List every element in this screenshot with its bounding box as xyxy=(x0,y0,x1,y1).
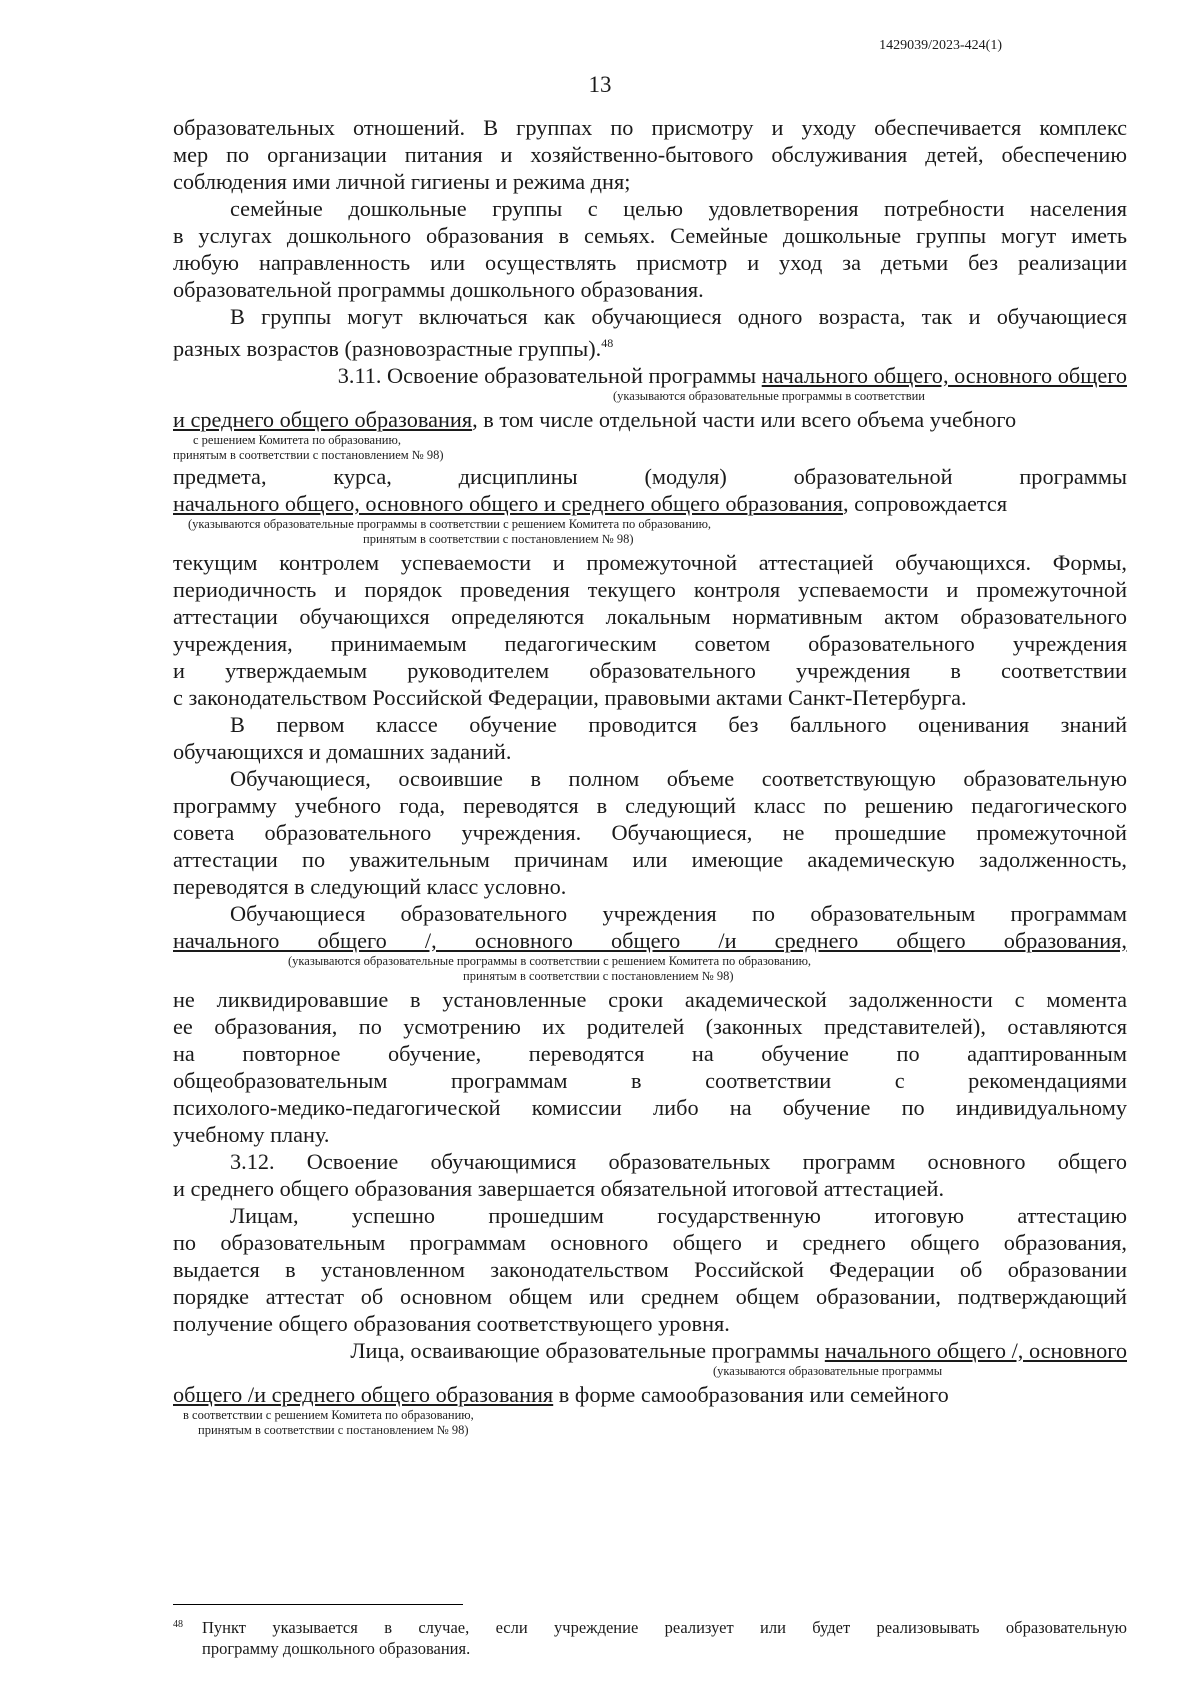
fill-in-hint: (указываются образовательные программы xyxy=(713,1364,943,1378)
text-line: учебному плану. xyxy=(173,1122,330,1147)
text-line: 3.12. Освоение обучающимися образовательных программ основного общего xyxy=(230,1149,1127,1174)
program-blank: начального общего, основного общего xyxy=(761,363,1127,388)
fill-in-hint: принятым в соответствии с постановлением № 98) xyxy=(198,1423,469,1437)
text-line: В первом классе обучение проводится без балльного оценивания знаний xyxy=(230,712,1127,737)
footnote xyxy=(173,1617,1127,1659)
text-fragment: Лица, осваивающие образовательные программы xyxy=(350,1338,825,1363)
footnote-separator xyxy=(173,1604,463,1605)
text-line: мер по организации питания и хозяйственно-бытового обслуживания детей, обеспечению xyxy=(173,142,1127,167)
text-line: образовательных отношений. В группах по присмотру и уходу обеспечивается комплекс xyxy=(173,115,1127,140)
text-line: переводятся в следующий класс условно. xyxy=(173,874,567,899)
clause-number-text: 3.11. Освоение образовательной программы xyxy=(337,363,762,388)
text-line: любую направленность или осуществлять присмотр и уход за детьми без реализации xyxy=(173,250,1127,275)
text-line: выдается в установленном законодательством Российской Федерации об образовании xyxy=(173,1257,1127,1282)
fill-in-hint: принятым в соответствии с постановлением № 98) xyxy=(173,448,444,462)
text-line xyxy=(173,1381,1127,1408)
footnote-mark: 48 xyxy=(173,1619,183,1630)
text-line: периодичность и порядок проведения текущего контроля успеваемости и промежуточной xyxy=(173,577,1127,602)
document-body xyxy=(173,114,1127,1438)
text-fragment: , в том числе отдельной части или всего объема учебного xyxy=(472,407,1017,432)
text-line: образовательной программы дошкольного образования. xyxy=(173,277,704,302)
text-line: программу учебного года, переводятся в следующий класс по решению педагогического xyxy=(173,793,1127,818)
footnote-reference: 48 xyxy=(601,336,614,350)
text-line: обучающихся и домашних заданий. xyxy=(173,739,512,764)
fill-in-hint: (указываются образовательные программы в соответствии с решением Комитета по образованию, xyxy=(188,517,712,531)
text-line: порядке аттестат об основном общем или среднем общем образовании, подтверждающий xyxy=(173,1284,1127,1309)
text-line: В группы могут включаться как обучающиеся одного возраста, так и обучающиеся xyxy=(230,304,1127,329)
text-fragment: , сопровождается xyxy=(842,491,1008,516)
document-number: 1429039/2023-424(1) xyxy=(879,38,1002,53)
text-line xyxy=(173,330,1127,362)
text-line: совета образовательного учреждения. Обучающиеся, не прошедшие промежуточной xyxy=(173,820,1127,845)
text-line: получение общего образования соответствующего уровня. xyxy=(173,1311,730,1336)
text-line: Лицам, успешно прошедшим государственную итоговую аттестацию xyxy=(230,1203,1127,1228)
fill-in-hint: принятым в соответствии с постановлением № 98) xyxy=(363,532,634,546)
text-line: психолого-медико-педагогической комиссии либо на обучение по индивидуальному xyxy=(173,1095,1127,1120)
page-number: 13 xyxy=(588,72,612,97)
footnote-line: Пункт указывается в случае, если учреждение реализует или будет реализовывать образовательную xyxy=(202,1618,1127,1637)
text-line: и среднего общего образования завершается обязательной итоговой аттестацией. xyxy=(173,1176,945,1201)
text-line: общеобразовательным программам в соответствии с рекомендациями xyxy=(173,1068,1127,1093)
fill-in-hint: (указываются образовательные программы в соответствии с решением Комитета по образованию, xyxy=(288,954,812,968)
text-fragment: разных возрастов (разновозрастные группы). xyxy=(173,336,602,361)
fill-in-hint: (указываются образовательные программы в соответствии xyxy=(613,389,925,403)
text-line: соблюдения ими личной гигиены и режима дня; xyxy=(173,169,631,194)
text-line xyxy=(173,406,1127,433)
program-blank: начального общего /, основного общего /и среднего общего образования, xyxy=(173,928,1127,953)
text-line: Обучающиеся, освоившие в полном объеме соответствующую образовательную xyxy=(230,766,1127,791)
text-line: и утверждаемым руководителем образовательного учреждения в соответствии xyxy=(173,658,1127,683)
program-blank: начального общего, основного общего и среднего общего образования xyxy=(173,491,843,516)
text-line xyxy=(173,362,1127,389)
program-blank: начального общего /, основного xyxy=(824,1338,1127,1363)
text-line: учреждения, принимаемым педагогическим советом образовательного учреждения xyxy=(173,631,1127,656)
text-line: с законодательством Российской Федерации, правовыми актами Санкт-Петербурга. xyxy=(173,685,967,710)
text-line: Обучающиеся образовательного учреждения по образовательным программам xyxy=(230,901,1127,926)
text-line: ее образования, по усмотрению их родителей (законных представителей), оставляются xyxy=(173,1014,1127,1039)
fill-in-hint: в соответствии с решением Комитета по образованию, xyxy=(183,1408,474,1422)
text-line: аттестации по уважительным причинам или имеющие академическую задолженность, xyxy=(173,847,1127,872)
text-line xyxy=(173,1337,1127,1364)
program-blank: общего /и среднего общего образования xyxy=(173,1382,554,1407)
text-line: предмета, курса, дисциплины (модуля) образовательной программы xyxy=(173,464,1127,489)
program-blank: и среднего общего образования xyxy=(173,407,473,432)
text-line: семейные дошкольные группы с целью удовлетворения потребности населения xyxy=(230,196,1127,221)
text-line: не ликвидировавшие в установленные сроки академической задолженности с момента xyxy=(173,987,1127,1012)
text-line: на повторное обучение, переводятся на обучение по адаптированным xyxy=(173,1041,1127,1066)
fill-in-hint: с решением Комитета по образованию, xyxy=(193,433,401,447)
fill-in-hint: принятым в соответствии с постановлением № 98) xyxy=(463,969,734,983)
footnote-line: программу дошкольного образования. xyxy=(202,1639,471,1658)
text-line: аттестации обучающихся определяются локальным нормативным актом образовательного xyxy=(173,604,1127,629)
text-fragment: в форме самообразования или семейного xyxy=(553,1382,949,1407)
text-line: текущим контролем успеваемости и промежуточной аттестацией обучающихся. Формы, xyxy=(173,550,1127,575)
text-line xyxy=(173,490,1127,517)
text-line: в услугах дошкольного образования в семьях. Семейные дошкольные группы могут иметь xyxy=(173,223,1127,248)
text-line: по образовательным программам основного общего и среднего общего образования, xyxy=(173,1230,1127,1255)
